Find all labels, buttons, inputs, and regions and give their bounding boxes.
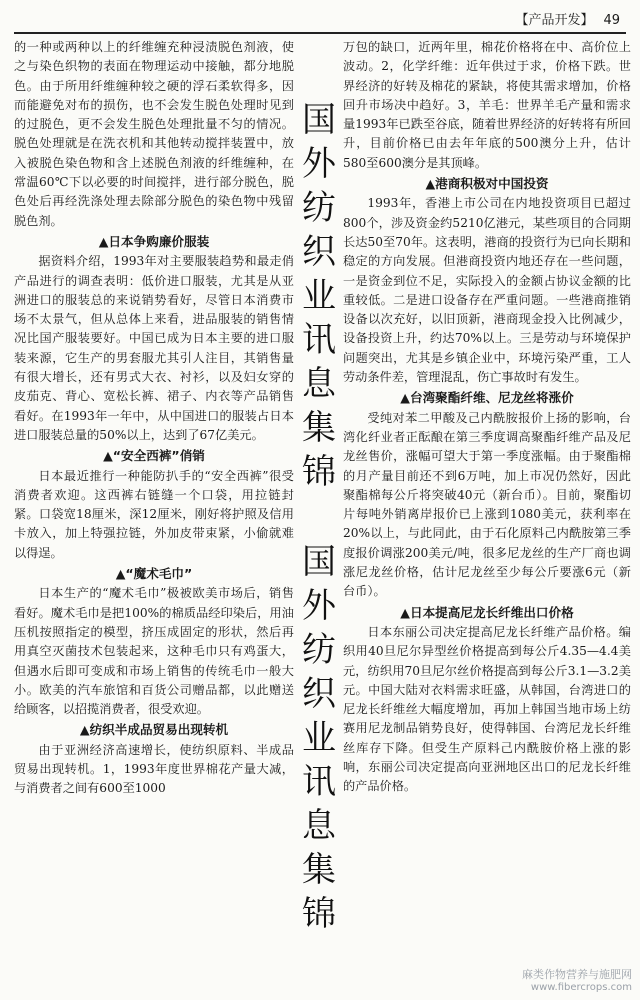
banner-char: 讯 — [302, 762, 336, 802]
section-title-magic-towel: ▲“魔术毛巾” — [115, 566, 193, 582]
banner-char: 国 — [302, 542, 336, 582]
section-body-taiwan-polyester: 受纯对苯二甲酸及己内酰胺报价上扬的影响，台湾化纤业者正酝酿在第三季度调高聚酯纤维产品及尼龙丝售价，涨幅可望大于第一季度涨幅。由于聚酯棉的月产量目前还不到6万吨，加上市况仍然好，因此聚酯棉每公斤将突破40元（新台币）。目前，聚酯切片每吨外销离岸报价已上涨到1080美元，获利率在20%以上，与此同此，由于石化原料己内酰胺第三季度报价调涨200美元/吨，很多尼龙丝的生产厂商也调涨尼龙丝价格，估计尼龙丝至少每公斤要涨6元（新台币）。 — [343, 410, 631, 599]
section-title-japan-nylon: ▲日本提高尼龙长纤维出口价格 — [400, 604, 574, 620]
banner-char: 国 — [302, 100, 336, 140]
section-title-safety-trousers: ▲“安全西裤”俏销 — [103, 448, 205, 464]
section-title-japan-apparel: ▲日本争购廉价服装 — [98, 233, 210, 249]
left-column — [14, 38, 294, 970]
watermark-url: www.fibercrops.com — [530, 982, 632, 993]
section-title-textile-trade: ▲纺织半成品贸易出现转机 — [79, 722, 229, 738]
section-body-safety-trousers: 日本最近推行一种能防扒手的“安全西裤”很受消费者欢迎。这西裤右链缝一个口袋，用拉链封紧。口袋宽18厘米，深12厘米，刚好将护照及信用卡放入，加上特强拉链，外加皮带束紧，小偷就难以得逞。 — [14, 468, 294, 560]
banner-char: 讯 — [302, 320, 336, 360]
banner-char: 息 — [302, 806, 336, 846]
right-column — [343, 38, 631, 970]
banner-char: 集 — [302, 850, 336, 890]
section-title-hk-investment: ▲港商积极对中国投资 — [425, 176, 549, 192]
banner-char: 纺 — [302, 188, 336, 228]
page-number: 49 — [603, 13, 620, 28]
section-title-taiwan-polyester: ▲台湾聚酯纤维、尼龙丝将涨价 — [400, 390, 574, 406]
banner-char: 纺 — [302, 630, 336, 670]
banner-char: 业 — [302, 276, 336, 316]
banner-char: 织 — [302, 674, 336, 714]
banner-char: 锦 — [302, 894, 336, 934]
watermark — [522, 968, 632, 994]
banner-char: 外 — [302, 586, 336, 626]
vertical-banner-title-top — [296, 98, 342, 494]
section-body-magic-towel: 日本生产的“魔术毛巾”极被欧美市场后，销售看好。魔术毛巾是把100%的棉质品经印染后，用油压机按照指定的模型，挤压成固定的形状，然后再用真空灭菌技术包装起来，这种毛巾只有鸡蛋大，但遇水后即可变成和市场上销售的传统毛巾一般大小。欧美的汽车旅馆和百货公司赠品都，以此赠送给顾客，以招揽消费者，很受欢迎。 — [14, 586, 294, 717]
banner-char: 业 — [302, 718, 336, 758]
page-header — [14, 4, 626, 34]
section-body-textile-trade: 由于亚洲经济高速增长，使纺织原料、半成品贸易出现转机。1，1993年度世界棉花产量大减，与消费者之间有600至1000 — [14, 742, 294, 796]
banner-char: 织 — [302, 232, 336, 272]
section-body-japan-nylon: 日本东丽公司决定提高尼龙长纤维产品价格。编织用40旦尼尔异型丝价格提高到每公斤4.35—4.4美元，纺织用70旦尼尔丝价格提高到每公斤3.1—3.2美元。中国大陆对衣料需求旺盛，从韩国，台湾进口的尼龙长纤维丝大幅度增加，再加上韩国当地市场上纺赛用尼龙制品销势良好，使得韩国、台湾尼龙长纤维丝库存下降。但受生产原料己内酰胺价格上涨的影响，东丽公司决定提高向亚洲地区出口的尼龙长纤维的产品价格。 — [343, 624, 631, 794]
vertical-banner-title-bottom — [296, 540, 342, 936]
section-body-japan-apparel: 据资料介绍，1993年对主要服装趋势和最走俏产品进行的调查表明：低价进口服装，尤其是从亚洲进口的服装总的来说销势看好，尽管日本消费市场不太景气，但从总体上来看，进品服装的销售情况比国产服装要好。中国已成为日本主要的进口服装来源，它生产的男套服尤其引人注目，其销售量有很大增长，还有男式大衣、衬衫，以及妇女穿的皮茄克、背心、宽松长裤、裙子、内衣等产品销售看好。在1993年一年中，从中国进口的服装占日本进口服装总量的50%以上，达到了67亿美元。 — [14, 254, 294, 442]
header-section-label: 【产品开发】 — [515, 13, 594, 28]
watermark-site-name: 麻类作物营养与施肥网 — [522, 968, 632, 981]
banner-char: 外 — [302, 144, 336, 184]
section-body-hk-investment: 1993年，香港上市公司在内地投资项目已超过800个，涉及资金约5210亿港元，某些项目的合同期长达50至70年。这表明，港商的投资行为已向长期和稳定的方向发展。但港商投资内地还存在一些问题，一是资金到位不足，实际投入的金额占协议金额的比重较低。二是进口设备存在严重问题。一些港商推销设备以次充好，以旧顶新，港商现金投入比例减少，设备投资上升，约达70%以上。三是劳动与环境保护问题突出，尤其是乡镇企业中，环境污染严重，工人劳动条件差，管理混乱，伤亡事故时有发生。 — [343, 196, 631, 385]
banner-char: 锦 — [302, 452, 336, 492]
left-intro-paragraph: 的一种或两种以上的纤维缠充种浸渍脱色剂液，使之与染色织物的表面在物理运动中接触，都分地脱色。由于所用纤维缠种较之硬的浮石柔软得多，因而能避免对布的损伤，也不会发生脱色处理时见到的过脱色，更不会发生脱色处理批量不匀的情况。脱色处理就是在洗衣机和其他转动搅拌装置中，放入被脱色染色物和含上述脱色剂液的纤维缠种，在常温60℃下以必要的时间搅拌，进行部分脱色，脱色处后再经洗涤处理去除部分脱色的染色物中残留脱色剂。 — [14, 40, 294, 228]
right-intro-paragraph: 万包的缺口，近两年里，棉花价格将在中、高价位上波动。2，化学纤维：近年供过于求，价格下跌。世界经济的好转及棉花的紧缺，将使其需求增加，价格回升市场决中趋好。3，羊毛：世界羊毛产量和需求量1993年已跌至谷底，随着世界经济的好转将有所回升，目前价格已由去年年底的500澳分上升，估计580至600澳分是其顶峰。 — [343, 40, 631, 170]
banner-char: 集 — [302, 408, 336, 448]
banner-char: 息 — [302, 364, 336, 404]
header-text — [515, 9, 620, 28]
